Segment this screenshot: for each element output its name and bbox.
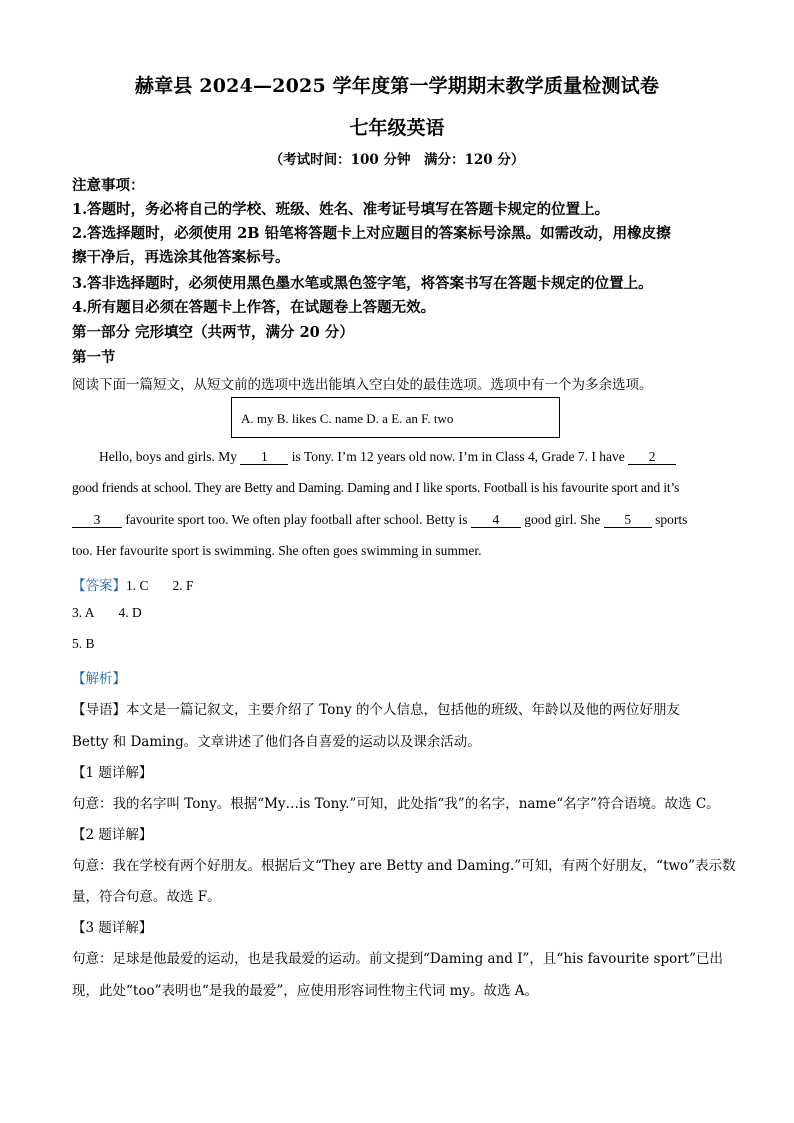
- blank-4: 4: [471, 513, 521, 528]
- note-item-4: 4.所有题目必须在答题卡上作答，在试题卷上答题无效。: [72, 299, 436, 316]
- instruction-text: 阅读下面一篇短文，从短文前的选项中选出能填入空白处的最佳选项。选项中有一个为多余选项。: [72, 377, 653, 393]
- passage-line-2: good friends at school. They are Betty and Daming. Daming and I like sports. Football is his favourite sport and it’s: [72, 480, 680, 495]
- analysis-label: 【解析】: [72, 671, 126, 687]
- blank-3: 3: [72, 513, 122, 528]
- options-text: A. my B. likes C. name D. a E. an F. two: [241, 411, 454, 426]
- answer-row-2: [72, 605, 142, 621]
- passage-text: Hello, boys and girls. My: [99, 449, 241, 464]
- q2-text-1: 句意：我在学校有两个好朋友。根据后文“They are Betty and Daming.”可知，有两个好朋友，“two”表示数: [72, 858, 736, 874]
- q1-label: 【1 题详解】: [72, 765, 153, 781]
- blank-1: 1: [240, 450, 288, 465]
- q3-label: 【3 题详解】: [72, 920, 153, 936]
- q1-text: 句意：我的名字叫 Tony。根据“My…is Tony.”可知，此处指“我”的名字，name“名字”符合语境。故选 C。: [72, 796, 720, 812]
- answer-3: 3. A: [72, 605, 95, 620]
- answer-row-1: [72, 574, 194, 594]
- q2-text-2: 量，符合句意。故选 F。: [72, 889, 221, 905]
- passage-text: good girl. She: [520, 512, 604, 527]
- exam-subtitle: 七年级英语: [349, 117, 445, 139]
- blank-2: 2: [628, 450, 676, 465]
- passage-text: sports: [651, 512, 688, 527]
- answer-1: 1. C: [126, 578, 149, 593]
- exam-meta: （考试时间：100 分钟 满分：120 分）: [269, 152, 525, 168]
- note-item-1: 1.答题时，务必将自己的学校、班级、姓名、准考证号填写在答题卡规定的位置上。: [72, 201, 610, 218]
- note-item-2: 2.答选择题时，必须使用 2B 铅笔将答题卡上对应题目的答案标号涂黑。如需改动，用橡皮擦: [72, 225, 671, 242]
- exam-title: 赫章县 2024—2025 学年度第一学期期末教学质量检测试卷: [134, 75, 660, 97]
- options-box: [231, 397, 560, 438]
- answer-label: 【答案】: [72, 578, 126, 594]
- passage-line-3: [72, 512, 687, 528]
- note-item-3: 3.答非选择题时，必须使用黑色墨水笔或黑色签字笔，将答案书写在答题卡规定的位置上。: [72, 275, 653, 292]
- notes-heading: 注意事项：: [72, 177, 145, 194]
- blank-5: 5: [604, 513, 652, 528]
- passage-line-4: too. Her favourite sport is swimming. She often goes swimming in summer.: [72, 543, 482, 558]
- passage-text: is Tony. I’m 12 years old now. I’m in Class 4, Grade 7. I have: [288, 449, 629, 464]
- answer-2: 2. F: [172, 578, 194, 593]
- section-heading: 第一节: [72, 349, 116, 366]
- guide-line-2: Betty 和 Daming。文章讲述了他们各自喜爱的运动以及课余活动。: [72, 734, 481, 750]
- part1-heading: 第一部分 完形填空（共两节，满分 20 分）: [72, 324, 354, 341]
- note-item-2-cont: 擦干净后，再选涂其他答案标号。: [72, 249, 290, 266]
- q3-text-1: 句意：足球是他最爱的运动，也是我最爱的运动。前文提到“Daming and I”，且“his favourite sport”已出: [72, 951, 724, 967]
- q3-text-2: 现，此处“too”表明也“是我的最爱”，应使用形容词性物主代词 my。故选 A。: [72, 983, 539, 999]
- q2-label: 【2 题详解】: [72, 827, 153, 843]
- passage-line-1: [99, 449, 676, 465]
- passage-text: favourite sport too. We often play football after school. Betty is: [122, 512, 471, 527]
- answer-4: 4. D: [118, 605, 142, 620]
- guide-line-1: 【导语】本文是一篇记叙文，主要介绍了 Tony 的个人信息，包括他的班级、年龄以及他的两位好朋友: [72, 702, 680, 718]
- answer-5: 5. B: [72, 636, 95, 651]
